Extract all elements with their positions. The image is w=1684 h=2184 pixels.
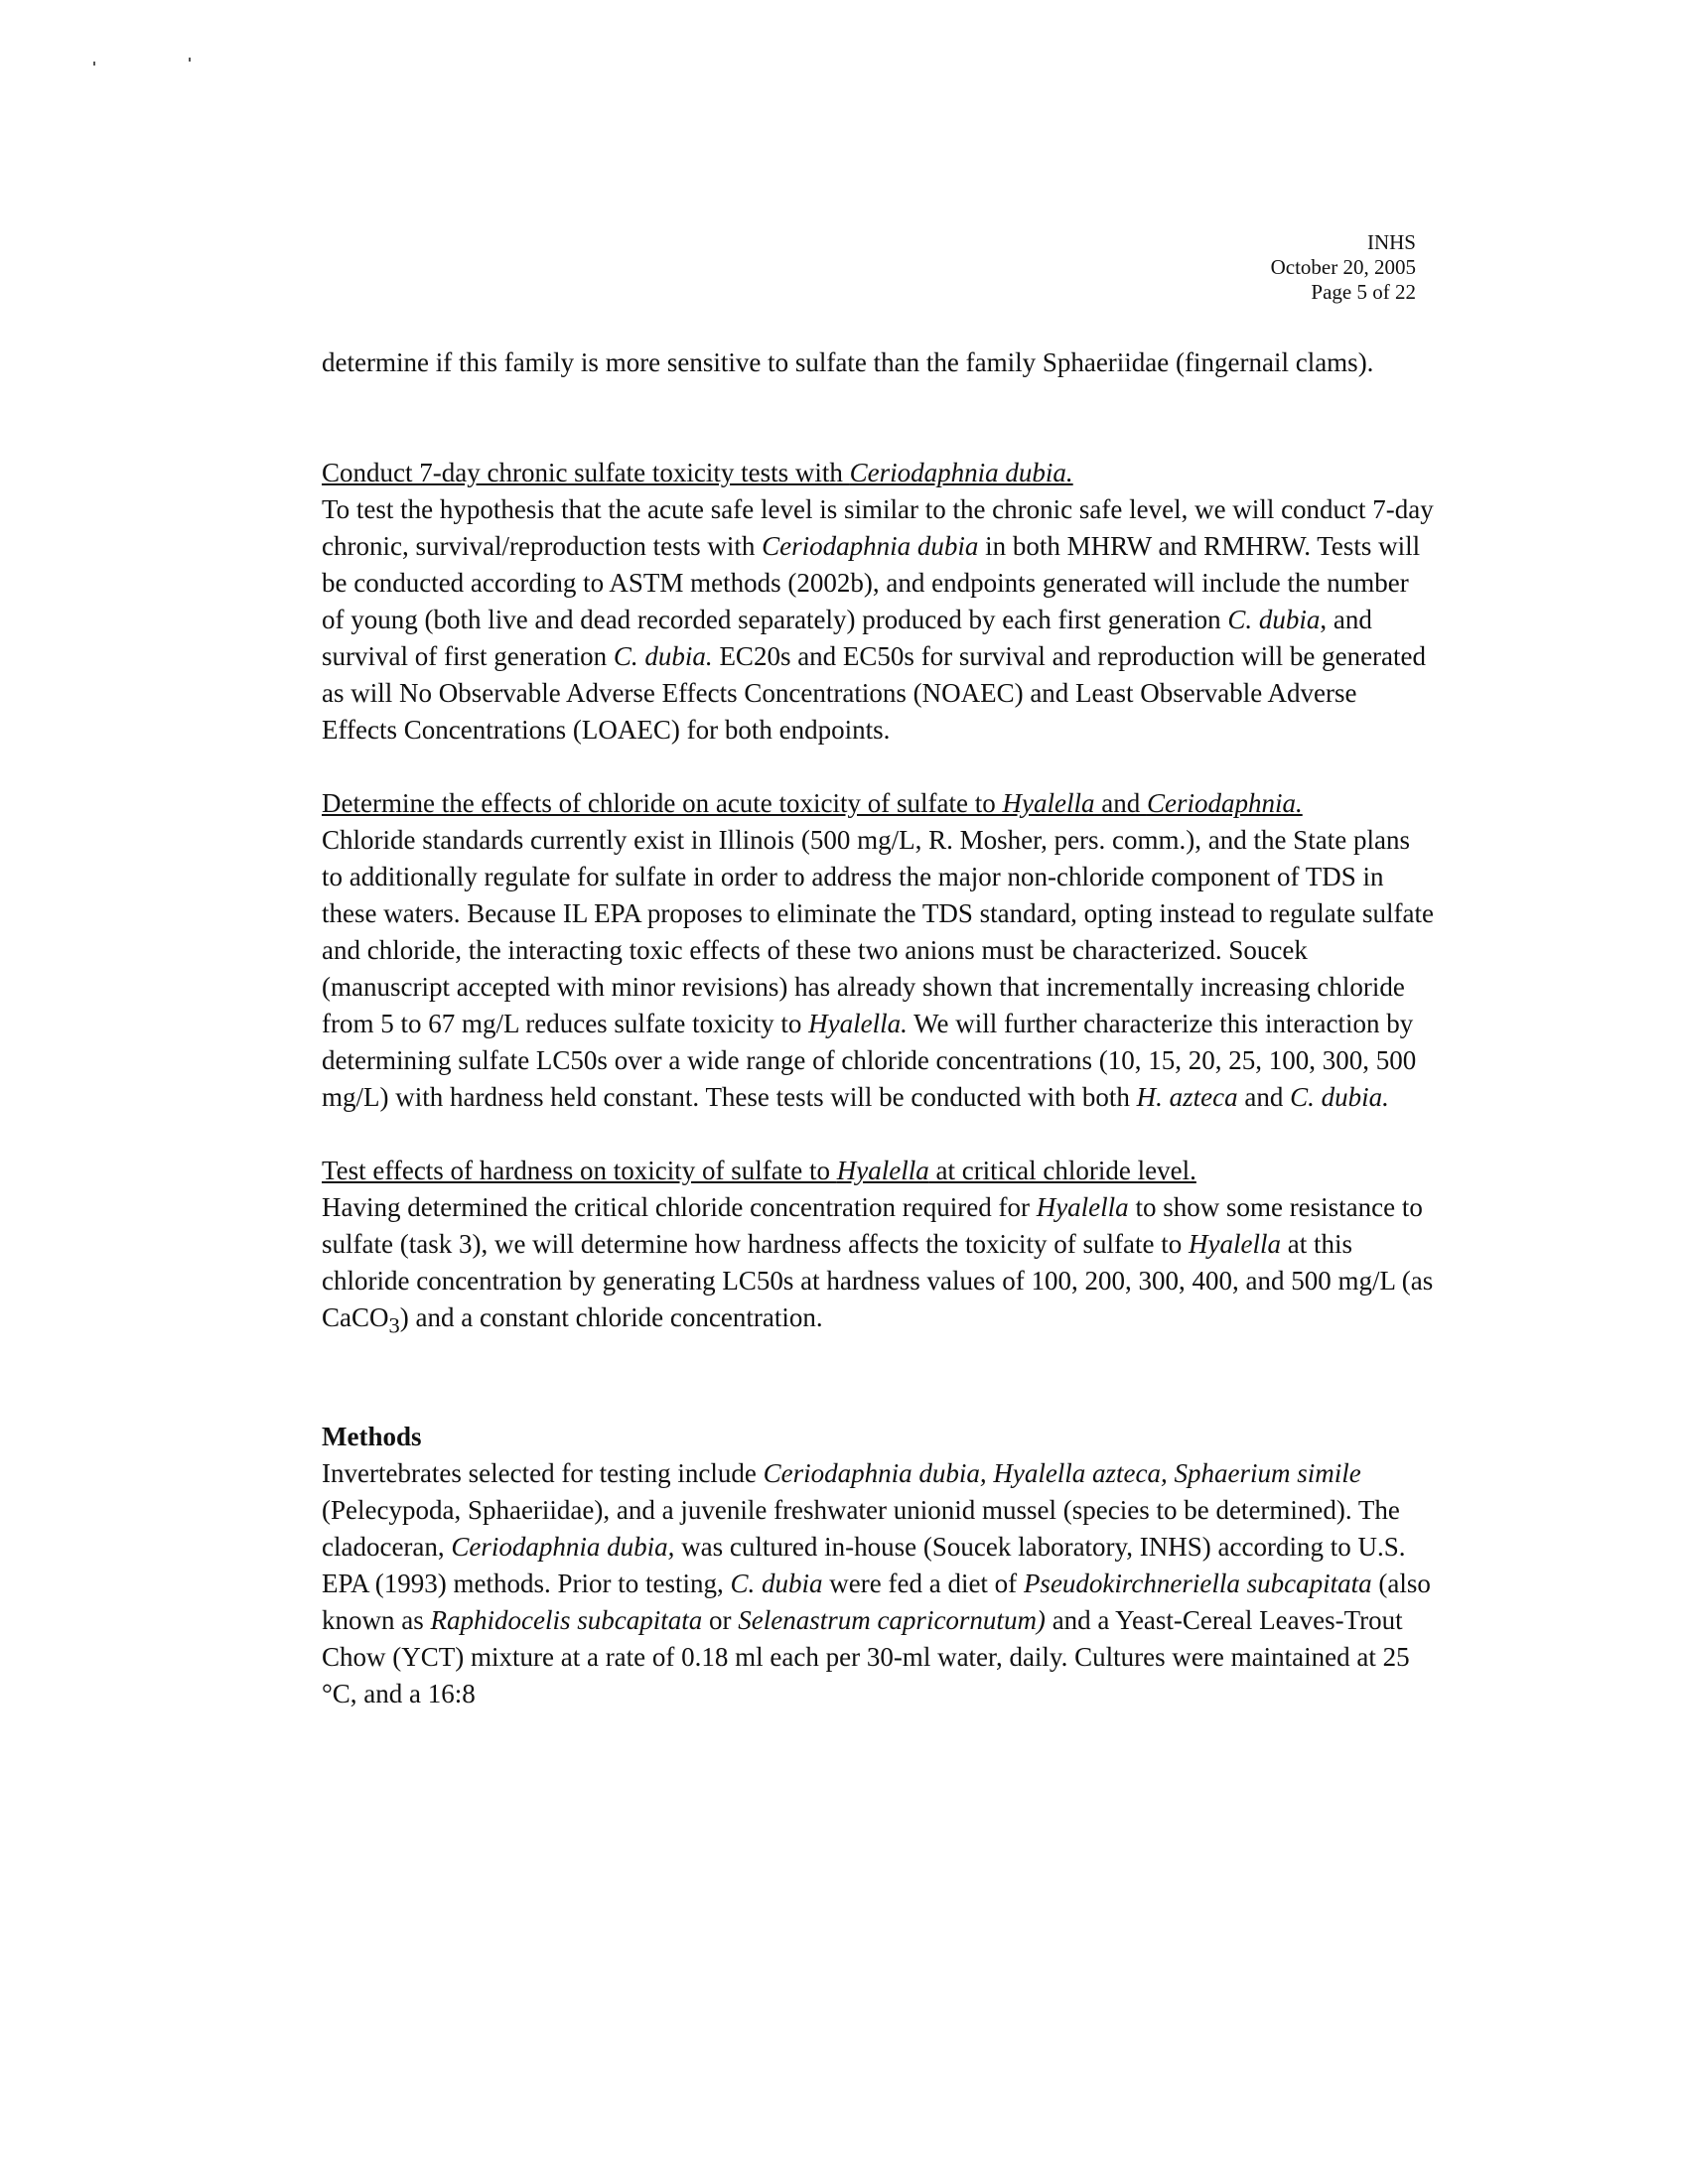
- header-page-number: Page 5 of 22: [1311, 280, 1416, 304]
- page-header: [1271, 230, 1416, 305]
- continuation-paragraph: determine if this family is more sensitive to sulfate than the family Sphaeriidae (fingernail clams).: [322, 347, 1374, 377]
- header-date: October 20, 2005: [1270, 255, 1416, 279]
- section-paragraph-hardness-effects: Having determined the critical chloride concentration required for Hyalella to show some resistance to sulfate (task 3), we will determine how hardness affects the toxicity of sulfate to Hyalella at this chloride concentration by generating LC50s at hardness values of 100, 200, 300, 400, and 500 mg/L (as CaCO$_3$) and a constant chloride concentration.: [322, 1192, 1434, 1338]
- body-text: [322, 344, 1434, 1712]
- methods-paragraph: Invertebrates selected for testing include Ceriodaphnia dubia, Hyalella azteca, Sphaerium simile (Pelecypoda, Sphaeriidae), and a juvenile freshwater unionid mussel (species to be determined). The cladoceran, Ceriodaphnia dubia, was cultured in-house (Soucek laboratory, INHS) according to U.S. EPA (1993) methods. Prior to testing, C. dubia were fed a diet of Pseudokirchneriella subcapitata (also known as Raphidocelis subcapitata or Selenastrum capricornutum) and a Yeast-Cereal Leaves-Trout Chow (YCT) mixture at a rate of 0.18 ml each per 30-ml water, daily. Cultures were maintained at 25 °C, and a 16:8: [322, 1458, 1431, 1709]
- section-heading-hardness-effects: Test effects of hardness on toxicity of sulfate to Hyalella at critical chloride level.: [322, 1156, 1196, 1185]
- header-org: INHS: [1366, 230, 1416, 254]
- section-heading-chronic-tests: Conduct 7-day chronic sulfate toxicity tests with Ceriodaphnia dubia.: [322, 458, 1073, 487]
- methods-heading: Methods: [322, 1422, 422, 1452]
- section-heading-chloride-effects: Determine the effects of chloride on acute toxicity of sulfate to Hyalella and Ceriodaphnia.: [322, 788, 1303, 818]
- scan-speck: [93, 62, 95, 66]
- scan-speck: [189, 58, 191, 62]
- section-paragraph-chloride-effects: Chloride standards currently exist in Illinois (500 mg/L, R. Mosher, pers. comm.), and the State plans to additionally regulate for sulfate in order to address the major non-chloride component of TDS in these waters. Because IL EPA proposes to eliminate the TDS standard, opting instead to regulate sulfate and chloride, the interacting toxic effects of these two anions must be characterized. Soucek (manuscript accepted with minor revisions) has already shown that incrementally increasing chloride from 5 to 67 mg/L reduces sulfate toxicity to Hyalella. We will further characterize this interaction by determining sulfate LC50s over a wide range of chloride concentrations (10, 15, 20, 25, 100, 300, 500 mg/L) with hardness held constant. These tests will be conducted with both H. azteca and C. dubia.: [322, 825, 1434, 1112]
- section-paragraph-chronic-tests: To test the hypothesis that the acute safe level is similar to the chronic safe level, we will conduct 7-day chronic, survival/reproduction tests with Ceriodaphnia dubia in both MHRW and RMHRW. Tests will be conducted according to ASTM methods (2002b), and endpoints generated will include the number of young (both live and dead recorded separately) produced by each first generation C. dubia, and survival of first generation C. dubia. EC20s and EC50s for survival and reproduction will be generated as will No Observable Adverse Effects Concentrations (NOAEC) and Least Observable Adverse Effects Concentrations (LOAEC) for both endpoints.: [322, 494, 1434, 745]
